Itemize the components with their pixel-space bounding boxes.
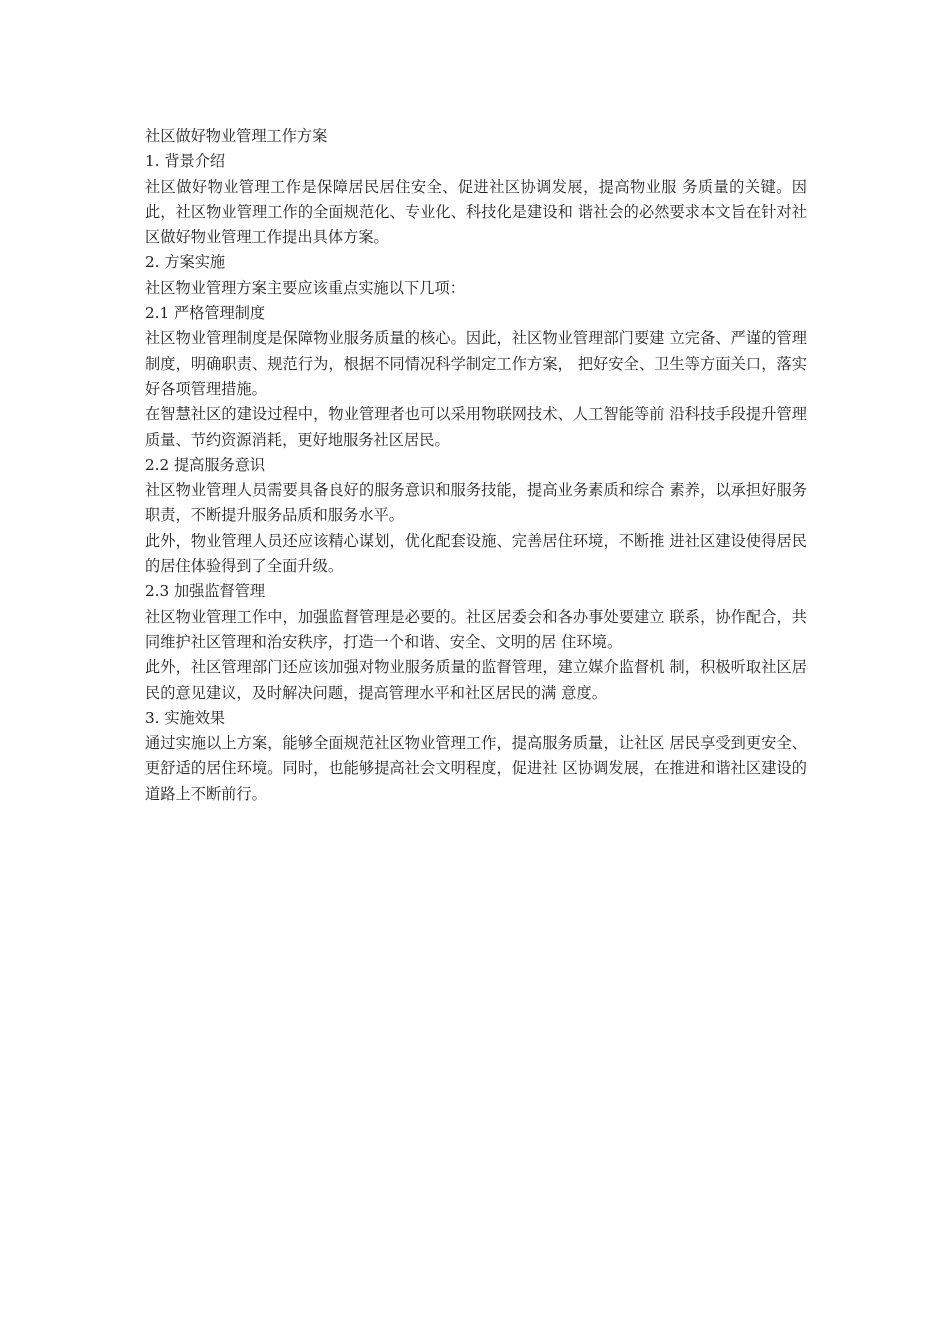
section-2-3-paragraph-2: 此外，社区管理部门还应该加强对物业服务质量的监督管理，建立媒介监督机 制，积极听取社区居民的意见建议，及时解决问题，提高管理水平和社区居民的满 意度。 <box>145 658 807 702</box>
section-heading-2-2: 2.2 提高服务意识 <box>145 455 266 474</box>
section-3-paragraph-1: 通过实施以上方案，能够全面规范社区物业管理工作，提高服务质量，让社区 居民享受到更安全、更舒适的居住环境。同时，也能够提高社会文明程度，促进社 区协调发展，在推进和谐社区建设的道路上不断前行。 <box>145 734 807 803</box>
section-1-paragraph-1: 社区做好物业管理工作是保障居民居住安全、促进社区协调发展，提高物业服 务质量的关键。因此，社区物业管理工作的全面规范化、专业化、科技化是建设和 谐社会的必然要求本文旨在针对社区做好物业管理工作提出具体方案。 <box>145 177 807 247</box>
section-heading-3: 3. 实施效果 <box>145 708 226 727</box>
section-2-1-paragraph-1: 社区物业管理制度是保障物业服务质量的核心。因此，社区物业管理部门要建 立完备、严谨的管理制度，明确职责、规范行为，根据不同情况科学制定工作方案， 把好安全、卫生等方面关口，落实好各项管理措施。 <box>145 329 807 398</box>
section-heading-2-1: 2.1 严格管理制度 <box>145 304 266 323</box>
section-heading-2-3: 2.3 加强监督管理 <box>145 582 266 601</box>
document-page <box>145 124 807 807</box>
section-2-2-paragraph-2: 此外，物业管理人员还应该精心谋划，优化配套设施、完善居住环境，不断推 进社区建设使得居民的居住体验得到了全面升级。 <box>145 531 807 576</box>
section-2-2-paragraph-1: 社区物业管理人员需要具备良好的服务意识和服务技能，提高业务素质和综合 素养，以承担好服务职责，不断提升服务品质和服务水平。 <box>145 481 807 525</box>
section-2-3-paragraph-1: 社区物业管理工作中，加强监督管理是必要的。社区居委会和各办事处要建立 联系，协作配合，共同维护社区管理和治安秩序，打造一个和谐、安全、文明的居 住环境。 <box>145 607 807 651</box>
section-heading-1: 1. 背景介绍 <box>145 152 226 171</box>
section-2-paragraph-1: 社区物业管理方案主要应该重点实施以下几项： <box>145 278 465 297</box>
section-2-1-paragraph-2: 在智慧社区的建设过程中，物业管理者也可以采用物联网技术、人工智能等前 沿科技手段提升管理质量、节约资源消耗，更好地服务社区居民。 <box>145 405 807 449</box>
section-heading-2: 2. 方案实施 <box>145 253 226 272</box>
document-title: 社区做好物业管理工作方案 <box>145 127 328 145</box>
